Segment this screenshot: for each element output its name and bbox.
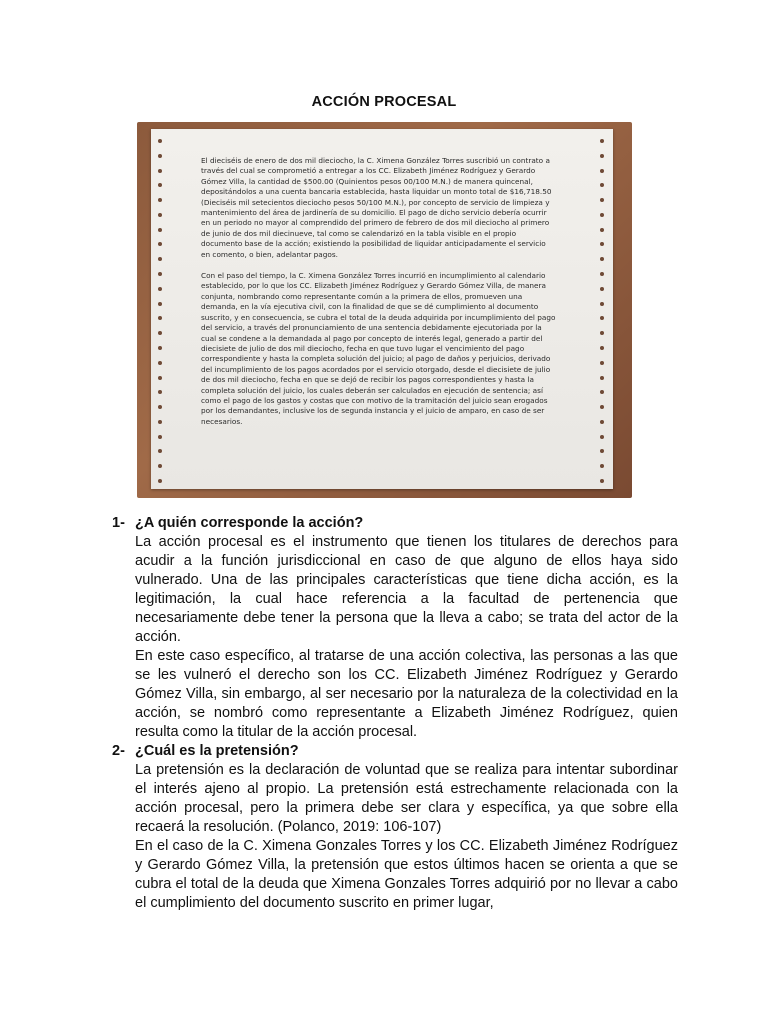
perforation-hole — [600, 331, 604, 335]
perforation-hole — [158, 228, 162, 232]
perforation-hole — [600, 198, 604, 202]
perforation-hole — [600, 420, 604, 424]
perforation-hole — [600, 154, 604, 158]
answer-paragraph: La acción procesal es el instrumento que tienen los titulares de derechos para acudir a la función jurisdiccional en caso de que alguno de ellos haya sido vulnerado. Una de las principales características que tiene dicha acción, es la legitimación, la cual hace referencia a la facultad de pertenencia que necesariamente debe tener la persona que la lleva a cabo; se trata del actor de la acción. — [135, 534, 678, 645]
perforation-hole — [600, 242, 604, 246]
perforation-hole — [600, 139, 604, 143]
perforation-hole — [600, 405, 604, 409]
question-title: ¿Cuál es la pretensión? — [135, 743, 299, 759]
perforation-hole — [158, 183, 162, 187]
perforation-hole — [158, 361, 162, 365]
perforation-hole — [158, 331, 162, 335]
perforation-hole — [158, 435, 162, 439]
perforation-hole — [600, 257, 604, 261]
question-number: 2- — [112, 743, 125, 759]
perforation-hole — [158, 405, 162, 409]
perforation-hole — [158, 479, 162, 483]
perforation-hole — [158, 154, 162, 158]
perforation-hole — [158, 302, 162, 306]
question-number: 1- — [112, 515, 125, 531]
perforated-paper — [151, 129, 613, 489]
perforation-hole — [158, 169, 162, 173]
right-perforation — [600, 139, 606, 483]
perforation-hole — [600, 435, 604, 439]
perforation-hole — [600, 361, 604, 365]
perforation-hole — [600, 213, 604, 217]
answer-paragraph: En este caso específico, al tratarse de una acción colectiva, las personas a las que se les vulneró el derecho son los CC. Elizabeth Jiménez Rodríguez y Gerardo Gómez Villa, sin embargo, al ser necesario por la naturaleza de la colectividad en la acción, se nombró como representante a Elizabeth Jiménez Rodríguez, quien resulta como la titular de la acción procesal. — [135, 648, 678, 740]
perforation-hole — [600, 287, 604, 291]
perforation-hole — [600, 390, 604, 394]
left-perforation — [158, 139, 164, 483]
perforation-hole — [600, 272, 604, 276]
perforation-hole — [158, 449, 162, 453]
perforation-hole — [600, 316, 604, 320]
page-title: ACCIÓN PROCESAL — [311, 94, 457, 110]
question-2 — [112, 742, 678, 913]
perforation-hole — [600, 302, 604, 306]
document-photo — [137, 122, 632, 498]
case-paragraph-2: Con el paso del tiempo, la C. Ximena González Torres incurrió en incumplimiento al calendario establecido, por lo que los CC. Elizabeth Jiménez Rodríguez y Gerardo Gómez Villa, de manera conjunta, nombrando como representante común a la primera de ellos, promueven una demanda, en la vía ejecutiva civil, con la finalidad de que se dé cumplimiento al documento suscrito, y en consecuencia, se cubra el total de la deuda adquirida por incumplimiento del pago del servicio, a través del pronunciamiento de una sentencia debidamente ejecutoriada por la cual se condene a la demandada al pago por concepto de interés legal, generado a partir del diecisiete de julio de dos mil dieciocho, fecha en que tuvo lugar el vencimiento del pago correspondiente y hasta la completa solución del juicio; al pago de daños y perjuicios, derivado del incumplimiento de los pagos acordados por el servicio otorgado, desde el diecisiete de julio de dos mil dieciocho, fecha en que se dejó de recibir los pagos correspondientes y hasta la completa solución del juicio, los cuales deberán ser calculados en ejecución de sentencia; así como el pago de los gastos y costas que con motivo de la tramitación del juicio sean erogados por los demandantes, inclusive los de segunda instancia y el juicio de amparo, en caso de ser necesarios. — [201, 271, 556, 426]
perforation-hole — [158, 139, 162, 143]
perforation-hole — [158, 242, 162, 246]
perforation-hole — [158, 257, 162, 261]
perforation-hole — [158, 390, 162, 394]
perforation-hole — [600, 479, 604, 483]
case-statement — [201, 156, 557, 438]
answer-paragraph: La pretensión es la declaración de voluntad que se realiza para intentar subordinar el interés ajeno al propio. La pretensión está estrechamente relacionada con la acción procesal, pero la primera debe ser clara y específica, ya que sobre ella recaerá la resolución. (Polanco, 2019: 106-107) — [135, 762, 678, 835]
perforation-hole — [600, 228, 604, 232]
perforation-hole — [158, 287, 162, 291]
perforation-hole — [158, 376, 162, 380]
perforation-hole — [158, 213, 162, 217]
perforation-hole — [600, 449, 604, 453]
perforation-hole — [158, 272, 162, 276]
question-1 — [112, 514, 678, 742]
perforation-hole — [158, 464, 162, 468]
case-paragraph-1: El dieciséis de enero de dos mil dieciocho, la C. Ximena González Torres suscribió un contrato a través del cual se comprometió a entregar a los CC. Elizabeth Jiménez Rodríguez y Gerardo Gómez Villa, la cantidad de $500.00 (Quinientos pesos 00/100 M.N.) de manera quincenal, depositándolos a una cuenta bancaria establecida, hasta liquidar un monto total de $16,718.50 (Dieciséis mil setecientos dieciocho pesos 50/100 M.N.), por concepto de servicio de limpieza y mantenimiento del área de jardinería de su domicilio. El pago de dicho servicio debería ocurrir en un periodo no mayor al comprendido del primero de febrero de dos mil dieciocho al primero de junio de dos mil diecinueve, tal como se calendarizó en la tabla visible en el propio documento base de la acción; existiendo la posibilidad de liquidar anticipadamente el servicio en comento, o bien, adelantar pagos. — [201, 156, 552, 259]
perforation-hole — [158, 316, 162, 320]
perforation-hole — [600, 183, 604, 187]
answer-paragraph: En el caso de la C. Ximena Gonzales Torres y los CC. Elizabeth Jiménez Rodríguez y Gerardo Gómez Villa, la pretensión que estos últimos hacen se orienta a que se cubra el total de la deuda que Ximena Gonzales Torres adquirió por no llevar a cabo el cumplimiento del documento suscrito en primer lugar, — [135, 838, 678, 911]
perforation-hole — [600, 346, 604, 350]
perforation-hole — [600, 464, 604, 468]
perforation-hole — [158, 346, 162, 350]
perforation-hole — [158, 420, 162, 424]
question-title: ¿A quién corresponde la acción? — [135, 515, 364, 531]
perforation-hole — [158, 198, 162, 202]
perforation-hole — [600, 169, 604, 173]
perforation-hole — [600, 376, 604, 380]
questions-list — [112, 514, 678, 913]
